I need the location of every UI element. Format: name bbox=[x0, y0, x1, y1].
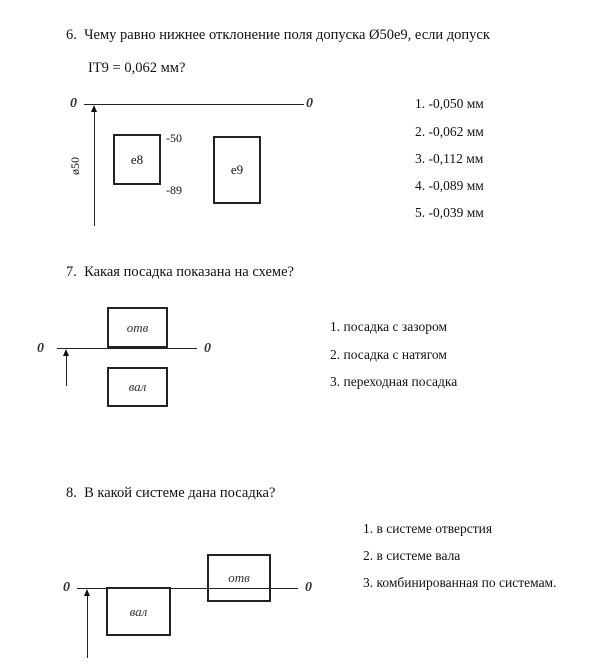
answer-option: 2. в системе вала bbox=[363, 548, 461, 563]
question-number: 7. bbox=[66, 264, 77, 280]
zero-line bbox=[57, 348, 197, 349]
question-text: Чему равно нижнее отклонение поля допуска Ø50е9, если допуск bbox=[84, 27, 490, 43]
answer-option: 4. -0,089 мм bbox=[415, 178, 484, 193]
zero-label-left: 0 bbox=[37, 341, 44, 356]
question-7 bbox=[66, 264, 294, 280]
field-label: e9 bbox=[230, 162, 244, 177]
hole-field bbox=[207, 554, 271, 602]
answer-option: 2. посадка с натягом bbox=[330, 347, 447, 362]
dimension-arrow-icon bbox=[66, 354, 67, 386]
upper-deviation: -50 bbox=[166, 131, 182, 145]
answer-option: 1. -0,050 мм bbox=[415, 96, 484, 111]
answer-option: 3. переходная посадка bbox=[330, 374, 458, 389]
tolerance-field-e9 bbox=[213, 136, 261, 204]
answer-option: 3. -0,112 мм bbox=[415, 151, 484, 166]
field-label: вал bbox=[129, 603, 148, 619]
question-8 bbox=[66, 485, 275, 501]
answer-option: 2. -0,062 мм bbox=[415, 124, 484, 139]
shaft-field bbox=[106, 587, 171, 636]
question-6 bbox=[66, 27, 490, 43]
answer-option: 3. комбинированная по системам. bbox=[363, 575, 557, 590]
field-label: отв bbox=[126, 319, 149, 335]
question-number: 8. bbox=[66, 485, 77, 501]
question-6-line2: IT9 = 0,062 мм? bbox=[88, 60, 186, 76]
zero-label-right: 0 bbox=[306, 96, 313, 111]
answer-option: 5. -0,039 мм bbox=[415, 205, 484, 220]
answer-option: 1. в системе отверстия bbox=[363, 521, 493, 536]
zero-label-right: 0 bbox=[204, 341, 211, 356]
zero-label-left: 0 bbox=[70, 96, 77, 111]
zero-label-right: 0 bbox=[305, 580, 312, 595]
size-label: ø50 bbox=[68, 157, 82, 175]
zero-label-left: 0 bbox=[63, 580, 70, 595]
lower-deviation: -89 bbox=[166, 183, 182, 197]
dimension-arrow-icon bbox=[94, 110, 95, 226]
hole-field bbox=[107, 307, 168, 348]
tolerance-field-e8 bbox=[113, 134, 161, 185]
dimension-arrow-icon bbox=[87, 594, 88, 658]
question-number: 6. bbox=[66, 27, 77, 43]
field-label: вал bbox=[128, 379, 147, 394]
question-text: Какая посадка показана на схеме? bbox=[84, 264, 294, 280]
shaft-field bbox=[107, 367, 168, 407]
field-label: e8 bbox=[130, 151, 144, 167]
answer-option: 1. посадка с зазором bbox=[330, 319, 448, 334]
question-text: В какой системе дана посадка? bbox=[84, 485, 276, 501]
zero-line bbox=[84, 104, 304, 105]
field-label: отв bbox=[228, 570, 250, 585]
